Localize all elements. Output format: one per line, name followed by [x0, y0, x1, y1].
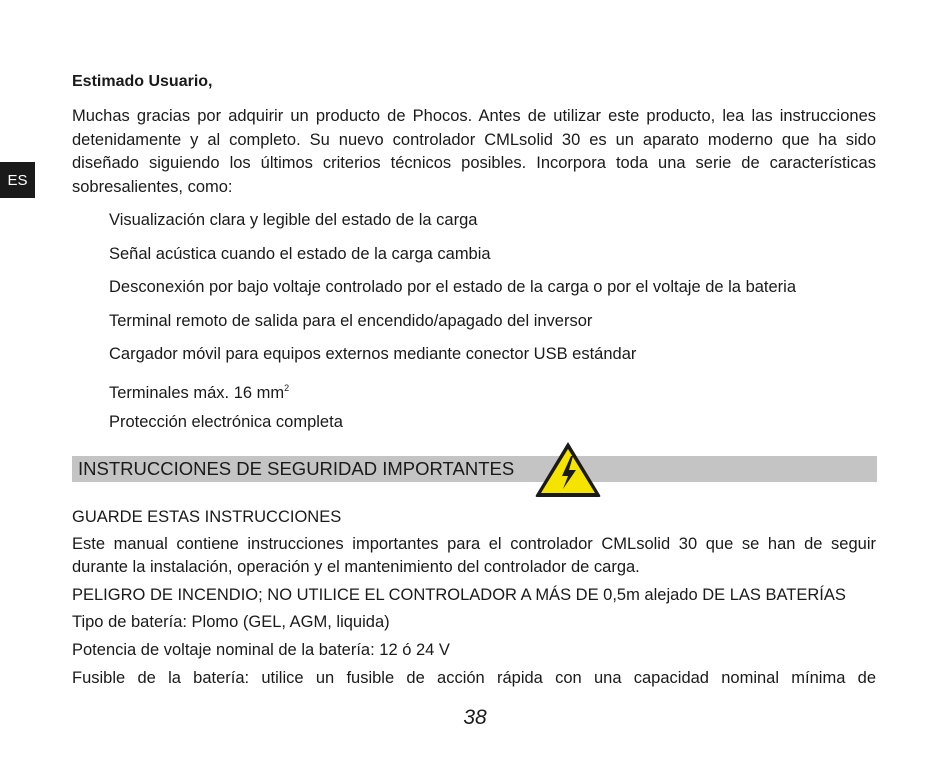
fuse-line: Fusible de la batería: utilice un fusible de acción rápida con una capacidad nominal mínima de [72, 669, 876, 687]
feature-item: Cargador móvil para equipos externos mediante conector USB estándar [109, 345, 637, 364]
feature-item: Desconexión por bajo voltaje controlado por el estado de la carga o por el voltaje de la bateria [109, 278, 797, 297]
page-number: 38 [463, 706, 487, 729]
high-voltage-warning-icon [533, 439, 603, 499]
feature-item: Protección electrónica completa [109, 412, 343, 431]
fire-danger-line: PELIGRO DE INCENDIO; NO UTILICE EL CONTROLADOR A MÁS DE 0,5m alejado DE LAS BATERÍAS [72, 586, 846, 604]
section-title: INSTRUCCIONES DE SEGURIDAD IMPORTANTES [78, 458, 515, 479]
feature-list [109, 209, 796, 444]
feature-item: Visualización clara y legible del estado de la carga [109, 211, 478, 229]
language-tab-label: ES [7, 171, 28, 189]
superscript: 2 [284, 382, 290, 393]
safety-section-header [72, 456, 877, 482]
feature-item: Terminales máx. 16 $mm^2$ [109, 382, 290, 402]
save-instructions-line: GUARDE ESTAS INSTRUCCIONES [72, 508, 342, 526]
language-tab [0, 162, 35, 198]
manual-contents-paragraph: Este manual contiene instrucciones importantes para el controlador CMLsolid 30 que se han de seguir durante la instalación, operación y el mantenimiento del controlador de carga. [72, 535, 876, 576]
intro-paragraph: Muchas gracias por adquirir un producto de Phocos. Antes de utilizar este producto, lea las instrucciones detenidamente y al completo. Su nuevo controlador CMLsolid 30 es un aparato moderno que ha sido diseñado siguiendo los últimos criterios técnicos posibles. Incorpora toda una serie de características sobresalientes, como: [72, 107, 876, 196]
feature-item: Señal acústica cuando el estado de la carga cambia [109, 244, 491, 263]
nominal-voltage-line: Potencia de voltaje nominal de la batería: 12 ó 24 V [72, 641, 450, 659]
feature-item: Terminal remoto de salida para el encendido/apagado del inversor [109, 311, 593, 330]
battery-type-line: Tipo de batería: Plomo (GEL, AGM, liquida) [72, 613, 390, 631]
greeting-heading: Estimado Usuario, [72, 73, 213, 90]
